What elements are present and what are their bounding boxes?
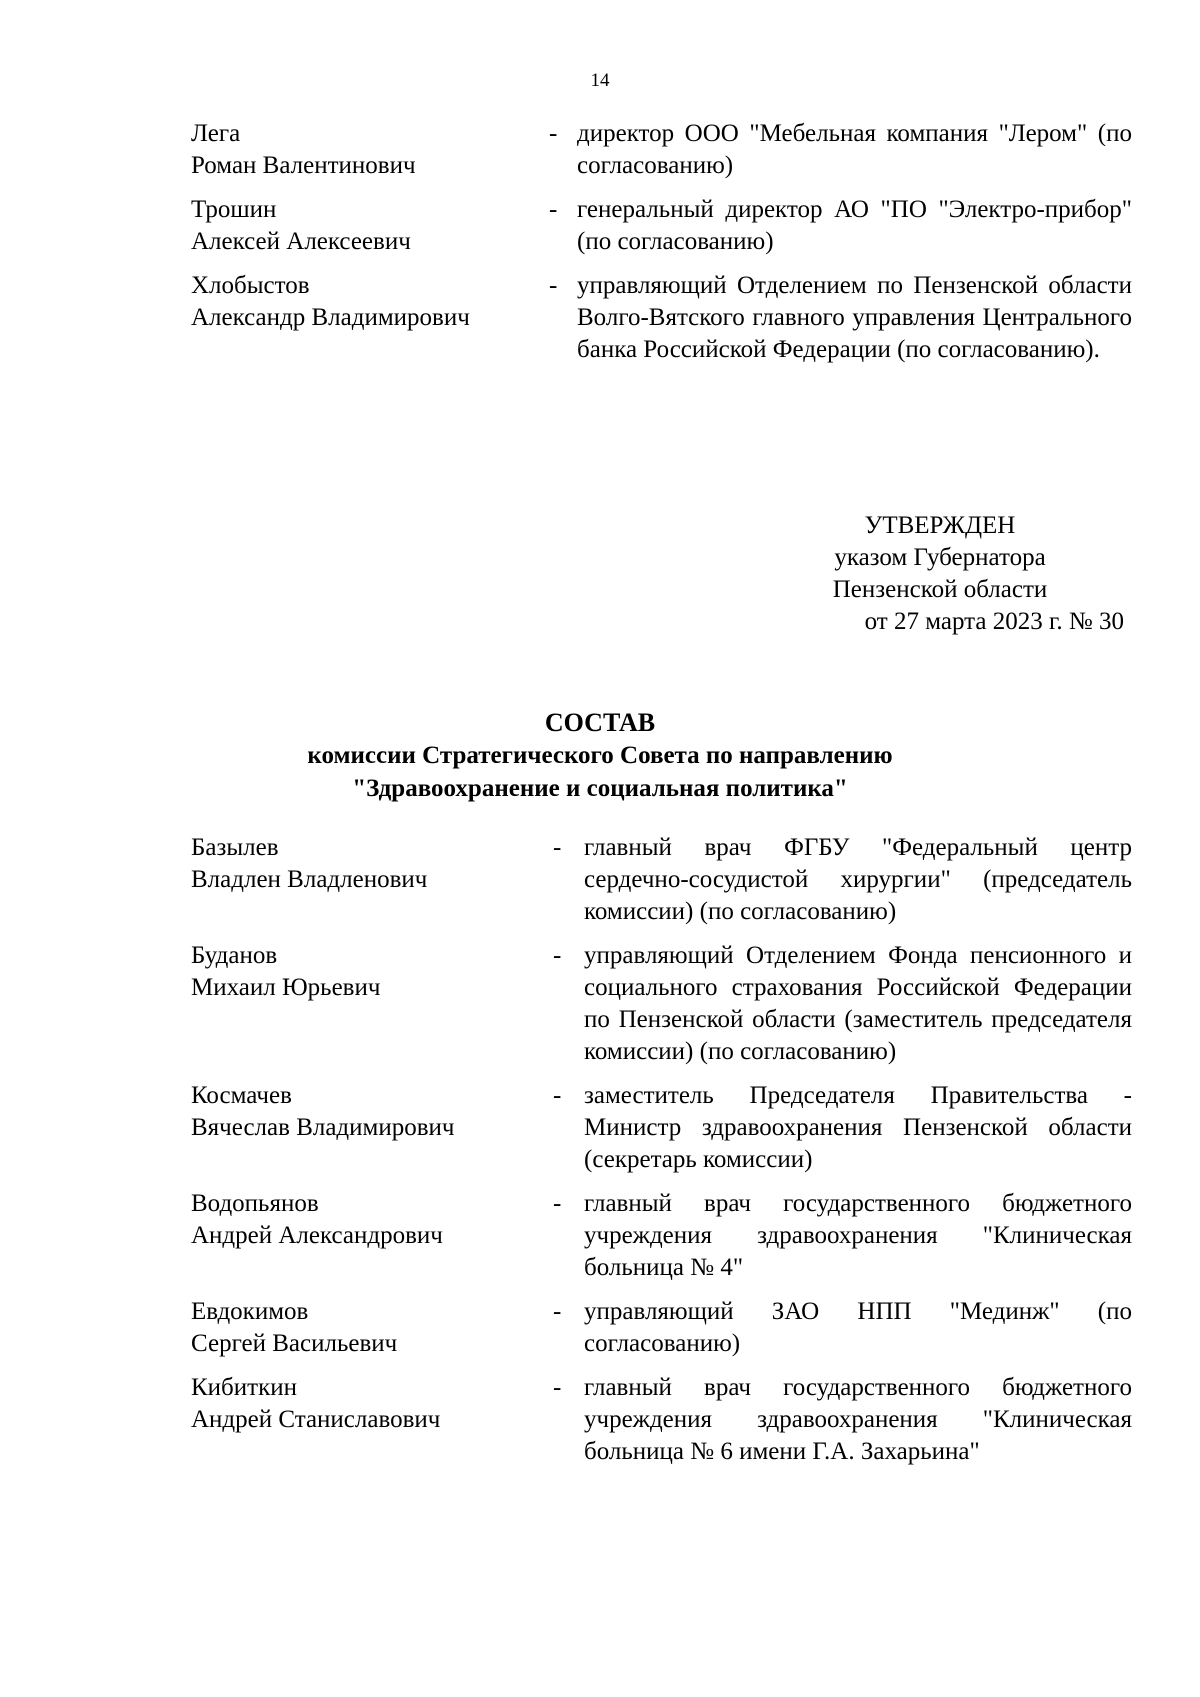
separator-dash: - [553, 1082, 562, 1109]
heading-subtitle: комиссии Стратегического Совета по направлению [307, 742, 893, 769]
list-item [0, 940, 1200, 1068]
member-position: заместитель Председателя Правительства - Министр здравоохранения Пензенской области (секретарь комиссии) [584, 1082, 1132, 1173]
approval-decree: указом Губернатора [834, 544, 1046, 571]
list-item [0, 1296, 1200, 1360]
separator-dash: - [553, 942, 562, 969]
member-name [191, 1372, 531, 1436]
heading-direction: "Здравоохранение и социальная политика" [352, 775, 848, 802]
member-surname: Базылев [191, 834, 279, 861]
member-name [191, 118, 531, 182]
member-position: главный врач ФГБУ "Федеральный центр сердечно-сосудистой хирургии" (председатель комиссии) (по согласованию) [584, 834, 1132, 925]
list-item [0, 1080, 1200, 1176]
top-member-list [0, 118, 1200, 378]
member-name [191, 1296, 531, 1360]
member-name [191, 194, 531, 258]
list-item [0, 1188, 1200, 1284]
list-item [0, 1372, 1200, 1468]
member-given-names: Вячеслав Владимирович [191, 1114, 455, 1141]
member-given-names: Андрей Александрович [191, 1222, 443, 1249]
member-surname: Хлобыстов [191, 272, 310, 299]
member-position: главный врач государственного бюджетного учреждения здравоохранения "Клиническая больница № 4" [584, 1190, 1132, 1281]
member-surname: Трошин [191, 196, 277, 223]
member-position: управляющий ЗАО НПП "Мединж" (по согласованию) [584, 1298, 1132, 1357]
separator-dash: - [553, 1374, 562, 1401]
member-surname: Кибиткин [191, 1374, 297, 1401]
heading-title: СОСТАВ [544, 708, 656, 737]
list-item [0, 832, 1200, 928]
member-name [191, 940, 531, 1004]
member-given-names: Андрей Станиславович [191, 1406, 441, 1433]
member-given-names: Алексей Алексеевич [191, 228, 411, 255]
approval-stamp [700, 510, 1180, 638]
approval-date: от 27 марта 2023 г. № 30 [864, 608, 1124, 635]
member-surname: Космачев [191, 1082, 292, 1109]
list-item [0, 270, 1200, 366]
document-heading [0, 706, 1200, 805]
member-name [191, 1188, 531, 1252]
member-position: директор ООО "Мебельная компания "Лером" (по согласованию) [577, 120, 1132, 179]
member-surname: Водопьянов [191, 1190, 319, 1217]
member-given-names: Роман Валентинович [191, 152, 416, 179]
approval-status: УТВЕРЖДЕН [864, 512, 1016, 539]
page-number: 14 [590, 70, 610, 91]
member-name [191, 270, 531, 334]
member-position: управляющий Отделением по Пензенской области Волго-Вятского главного управления Центрального банка Российской Федерации (по согласованию). [577, 272, 1132, 363]
approval-region: Пензенской области [832, 576, 1048, 603]
separator-dash: - [549, 272, 558, 299]
separator-dash: - [553, 1190, 562, 1217]
member-position: главный врач государственного бюджетного учреждения здравоохранения "Клиническая больница № 6 имени Г.А. Захарьина" [584, 1374, 1132, 1465]
member-name [191, 832, 531, 896]
separator-dash: - [553, 834, 562, 861]
separator-dash: - [553, 1298, 562, 1325]
member-name [191, 1080, 531, 1144]
separator-dash: - [549, 196, 558, 223]
member-given-names: Александр Владимирович [191, 304, 470, 331]
member-surname: Буданов [191, 942, 278, 969]
separator-dash: - [549, 120, 558, 147]
list-item [0, 118, 1200, 182]
member-given-names: Владлен Владленович [191, 866, 428, 893]
list-item [0, 194, 1200, 258]
member-surname: Евдокимов [191, 1298, 309, 1325]
member-given-names: Сергей Васильевич [191, 1330, 398, 1357]
member-given-names: Михаил Юрьевич [191, 974, 381, 1001]
member-position: генеральный директор АО "ПО "Электро-прибор" (по согласованию) [577, 196, 1132, 255]
member-surname: Лега [191, 120, 241, 147]
member-position: управляющий Отделением Фонда пенсионного и социального страхования Российской Федерации по Пензенской области (заместитель председателя комиссии) (по согласованию) [584, 942, 1132, 1065]
commission-member-list [0, 832, 1200, 1480]
